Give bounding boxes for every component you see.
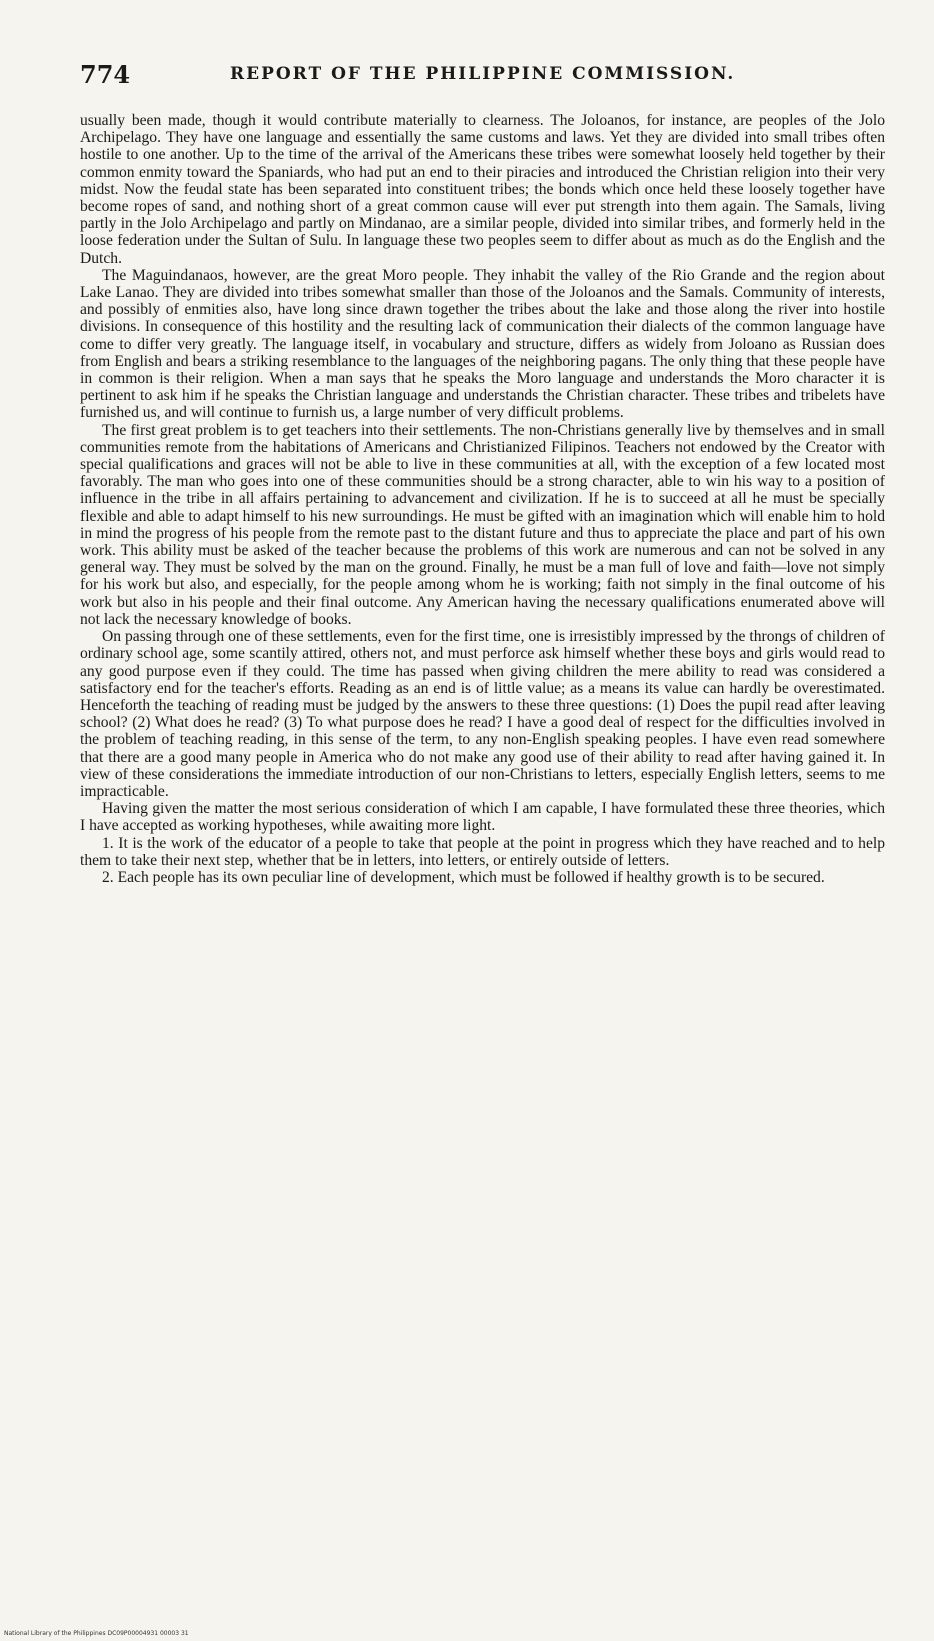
page-header — [80, 60, 880, 100]
paragraph-theory-two: 2. Each people has its own peculiar line of development, which must be followed if healthy growth is to be secured. — [102, 868, 825, 886]
paragraph-joloanos: usually been made, though it would contribute materially to clearness. The Joloanos, for instance, are peoples of the Jolo Archipelago. They have one language and essentially the same customs and laws. Yet they are divided into small tribes often hostile to one another. Up to the time of the arrival of the Americans these tribes were somewhat loosely held together by their common enmity toward the Spaniards, who had put an end to their piracies and introduced the Christian religion into their very midst. Now the feudal state has been separated into constituent tribes; the bonds which once held these loosely together have become ropes of sand, and nothing short of a great common cause will ever put strength into them again. The Samals, living partly in the Jolo Archipelago and partly on Mindanao, are a similar people, divided into similar tribes, and formerly held in the loose federation under the Sultan of Sulu. In language these two peoples seem to differ about as much as do the English and the Dutch. — [80, 112, 885, 267]
running-head: REPORT OF THE PHILIPPINE COMMISSION. — [230, 64, 736, 84]
paragraph-teachers: The first great problem is to get teachers into their settlements. The non-Christians generally live by themselves and in small communities remote from the habitations of Americans and Christianized Filipinos. Teachers not endowed by the Creator with special qualifications and graces will not be able to live in these communities at all, with the exception of a few located most favorably. The man who goes into one of these communities should be a strong character, able to win his way to a position of influence in the tribe in all affairs pertaining to advancement and civilization. If he is to succeed at all he must be specially flexible and able to adapt himself to his new surroundings. He must be gifted with an imagination which will enable him to hold in mind the progress of his people from the remote past to the distant future and thus to appreciate the place and part of his own work. This ability must be asked of the teacher because the problems of this work are numerous and can not be solved in any general way. They must be solved by the man on the ground. Finally, he must be a man full of love and faith—love not simply for his work but also, and especially, for the people among whom he is working; faith not simply in the final outcome of his work but also in his people and their final outcome. Any American having the necessary qualifications enumerated above will not lack the necessary knowledge of books. — [80, 421, 885, 628]
paragraph-theory-one: 1. It is the work of the educator of a people to take that people at the point in progress which they have reached and to help them to take their next step, whether that be in letters, into letters, or entirely outside of letters. — [80, 834, 885, 869]
paragraph-settlements: On passing through one of these settlements, even for the first time, one is irresistibly impressed by the throngs of children of ordinary school age, some scantily attired, others not, and must perforce ask himself whether these boys and girls would read to any good purpose even if they could. The time has passed when giving children the mere ability to read was considered a satisfactory end for the teacher's efforts. Reading as an end is of little value; as a means its value can hardly be overestimated. Henceforth the teaching of reading must be judged by the answers to these three questions: (1) Does the pupil read after leaving school? (2) What does he read? (3) To what purpose does he read? I have a good deal of respect for the difficulties involved in the problem of teaching reading, in this sense of the term, to any non-English speaking peoples. I have even read somewhere that there are a good many people in America who do not make any good use of their ability to read after having gained it. In view of these considerations the immediate introduction of our non-Christians to letters, especially English letters, seems to me impracticable. — [80, 628, 885, 800]
body-text — [80, 112, 885, 886]
paragraph-maguindanaos: The Maguindanaos, however, are the great Moro people. They inhabit the valley of the Rio Grande and the region about Lake Lanao. They are divided into tribes somewhat smaller than those of the Joloanos and the Samals. Community of interests, and possibly of enmities also, have long since drawn together the tribes about the lake and those along the river into hostile divisions. In consequence of this hostility and the resulting lack of communication their dialects of the common language have come to differ very greatly. The language itself, in vocabulary and structure, differs as widely from Joloano as Russian does from English and bears a striking resemblance to the languages of the neighboring pagans. The only thing that these people have in common is their religion. When a man says that he speaks the Moro language and understands the Moro character it is pertinent to ask him if he speaks the Christian language and understands the Christian character. These tribes and tribelets have furnished us, and will continue to furnish us, a large number of very difficult problems. — [80, 266, 885, 422]
page-number: 774 — [80, 60, 131, 89]
paragraph-theories-intro: Having given the matter the most serious consideration of which I am capable, I have formulated these three theories, which I have accepted as working hypotheses, while awaiting more light. — [80, 800, 885, 835]
scan-footer-note: National Library of the Philippines DC09P00004931 00003 31 — [4, 1630, 189, 1637]
